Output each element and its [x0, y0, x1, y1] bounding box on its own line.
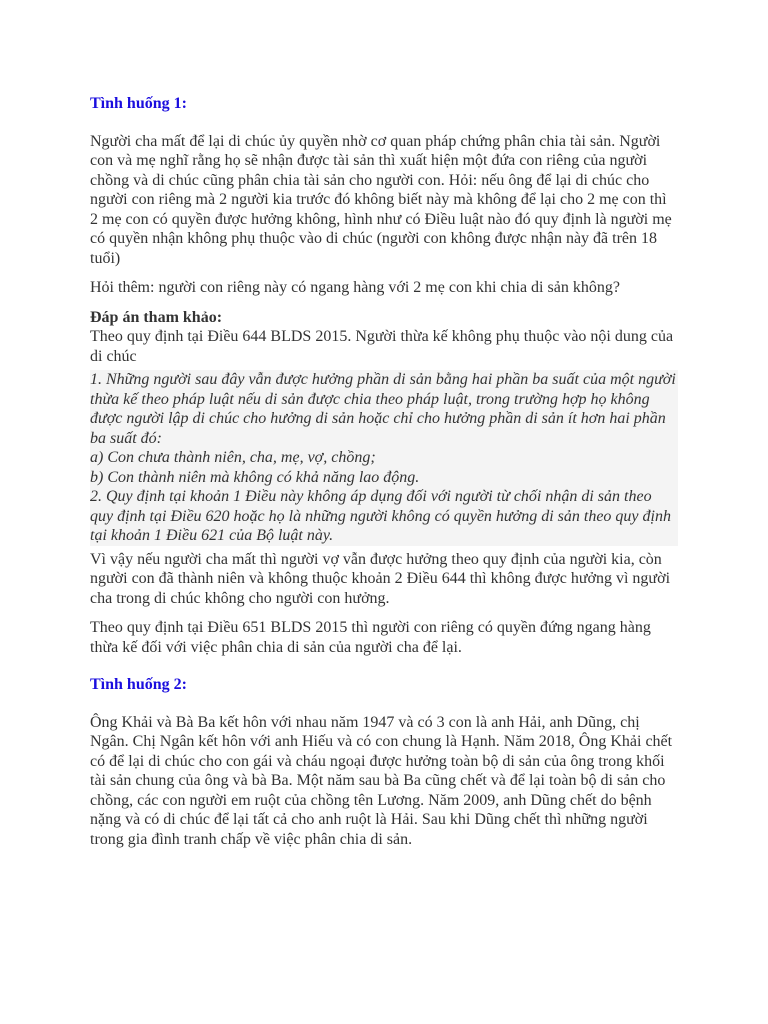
case1-question: Người cha mất để lại di chúc ủy quyền nhờ cơ quan pháp chứng phân chia tài sản. Người con và mẹ nghĩ rằng họ sẽ nhận được tài sản thì xuất hiện một đứa con riêng của người chồng và di chúc cũng phân chia tài sản cho người con. Hỏi: nếu ông để lại di chúc cho người con riêng mà 2 người kia trước đó không biết này mà không để lại cho 2 mẹ con thì 2 mẹ con có quyền được hưởng không, hình như có Điều luật nào đó quy định là người mẹ có quyền nhận không phụ thuộc vào di chúc (người con không được nhận này đã trên 18 tuổi) [90, 132, 672, 267]
case1-heading: Tình huống 1: [90, 95, 187, 112]
case2-heading: Tình huống 2: [90, 676, 187, 693]
quote-line: a) Con chưa thành niên, cha, mẹ, vợ, chồng; [90, 449, 376, 466]
quote-line: b) Con thành niên mà không có khả năng lao động. [90, 468, 420, 486]
conclusion-paragraph-2: Theo quy định tại Điều 651 BLDS 2015 thì người con riêng có quyền đứng ngang hàng thừa kế đối với việc phân chia di sản của người cha để lại. [90, 619, 651, 656]
quote-line: 2. Quy định tại khoản 1 Điều này không áp dụng đối với người từ chối nhận di sản theo quy định tại Điều 620 hoặc họ là những người không có quyền hưởng di sản theo quy định tại khoản 1 Điều 621 của Bộ luật này. [90, 488, 671, 544]
answer-intro: Theo quy định tại Điều 644 BLDS 2015. Người thừa kế không phụ thuộc vào nội dung của di chúc [90, 328, 674, 365]
law-quote-block [90, 370, 678, 546]
conclusion-paragraph-1: Vì vậy nếu người cha mất thì người vợ vẫn được hưởng theo quy định của người kia, còn người con đã thành niên và không thuộc khoản 2 Điều 644 thì không được hưởng vì người cha trong di chúc không cho người con hưởng. [90, 550, 671, 607]
quote-line: 1. Những người sau đây vẫn được hưởng phần di sản bằng hai phần ba suất của một người thừa kế theo pháp luật nếu di sản được chia theo pháp luật, trong trường hợp họ không được người lập di chúc cho hưởng di sản hoặc chỉ cho hưởng phần di sản ít hơn hai phần ba suất đó: [90, 371, 676, 447]
case1-extra-question: Hỏi thêm: người con riêng này có ngang hàng với 2 mẹ con khi chia di sản không? [90, 279, 620, 296]
answer-label: Đáp án tham khảo: [90, 308, 223, 326]
case2-body: Ông Khải và Bà Ba kết hôn với nhau năm 1947 và có 3 con là anh Hải, anh Dũng, chị Ngân. Chị Ngân kết hôn với anh Hiếu và có con chung là Hạnh. Năm 2018, Ông Khải chết có để lại di chúc cho con gái và cháu ngoại được hưởng toàn bộ di sản của ông trong khối tài sản chung của ông và bà Ba. Một năm sau bà Ba cũng chết và để lại toàn bộ di sản cho chồng, các con người em ruột của chồng tên Lương. Năm 2009, anh Dũng chết do bệnh nặng và có di chúc để lại tất cả cho anh ruột là Hải. Sau khi Dũng chết thì những người trong gia đình tranh chấp về việc phân chia di sản. [90, 713, 673, 848]
